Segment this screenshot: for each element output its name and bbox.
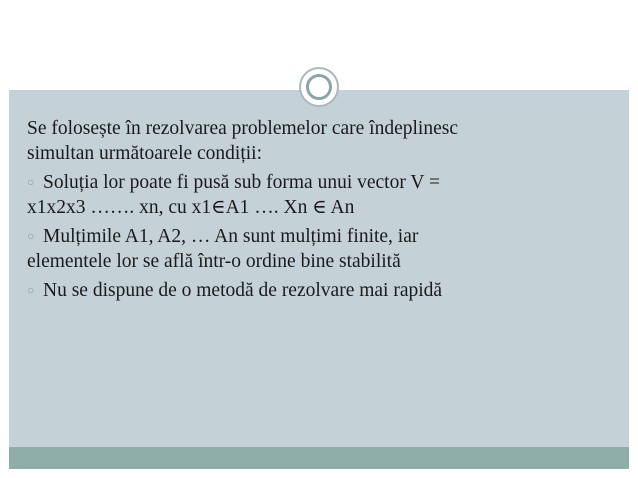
ring-bullet-icon: ○: [27, 283, 35, 297]
bullet-2-line-2: elementele lor se află într-o ordine bine stabilită: [27, 251, 401, 272]
bullet-item-1: [27, 170, 617, 220]
slide-body: [27, 116, 617, 307]
bullet-1-line-1: Soluția lor poate fi pusă sub forma unui vector V =: [43, 172, 440, 193]
footer-band: [9, 447, 629, 469]
bullet-3-line-1: Nu se dispune de o metodă de rezolvare mai rapidă: [43, 280, 443, 301]
circle-ornament-inner-ring: [306, 74, 332, 100]
circle-ornament-icon: [299, 67, 339, 107]
bullet-1-line-2: x1x2x3 ……. xn, cu x1∈A1 …. Xn ∈ An: [27, 197, 355, 218]
ring-bullet-icon: ○: [27, 175, 35, 189]
intro-paragraph: [27, 116, 617, 166]
bullet-item-3: [27, 278, 617, 303]
ring-bullet-icon: ○: [27, 229, 35, 243]
bullet-item-2: [27, 224, 617, 274]
intro-line-2: simultan următoarele condiții:: [27, 143, 263, 164]
bullet-2-line-1: Mulțimile A1, A2, … An sunt mulțimi finite, iar: [43, 226, 419, 247]
intro-line-1: Se folosește în rezolvarea problemelor care îndeplinesc: [27, 118, 458, 139]
